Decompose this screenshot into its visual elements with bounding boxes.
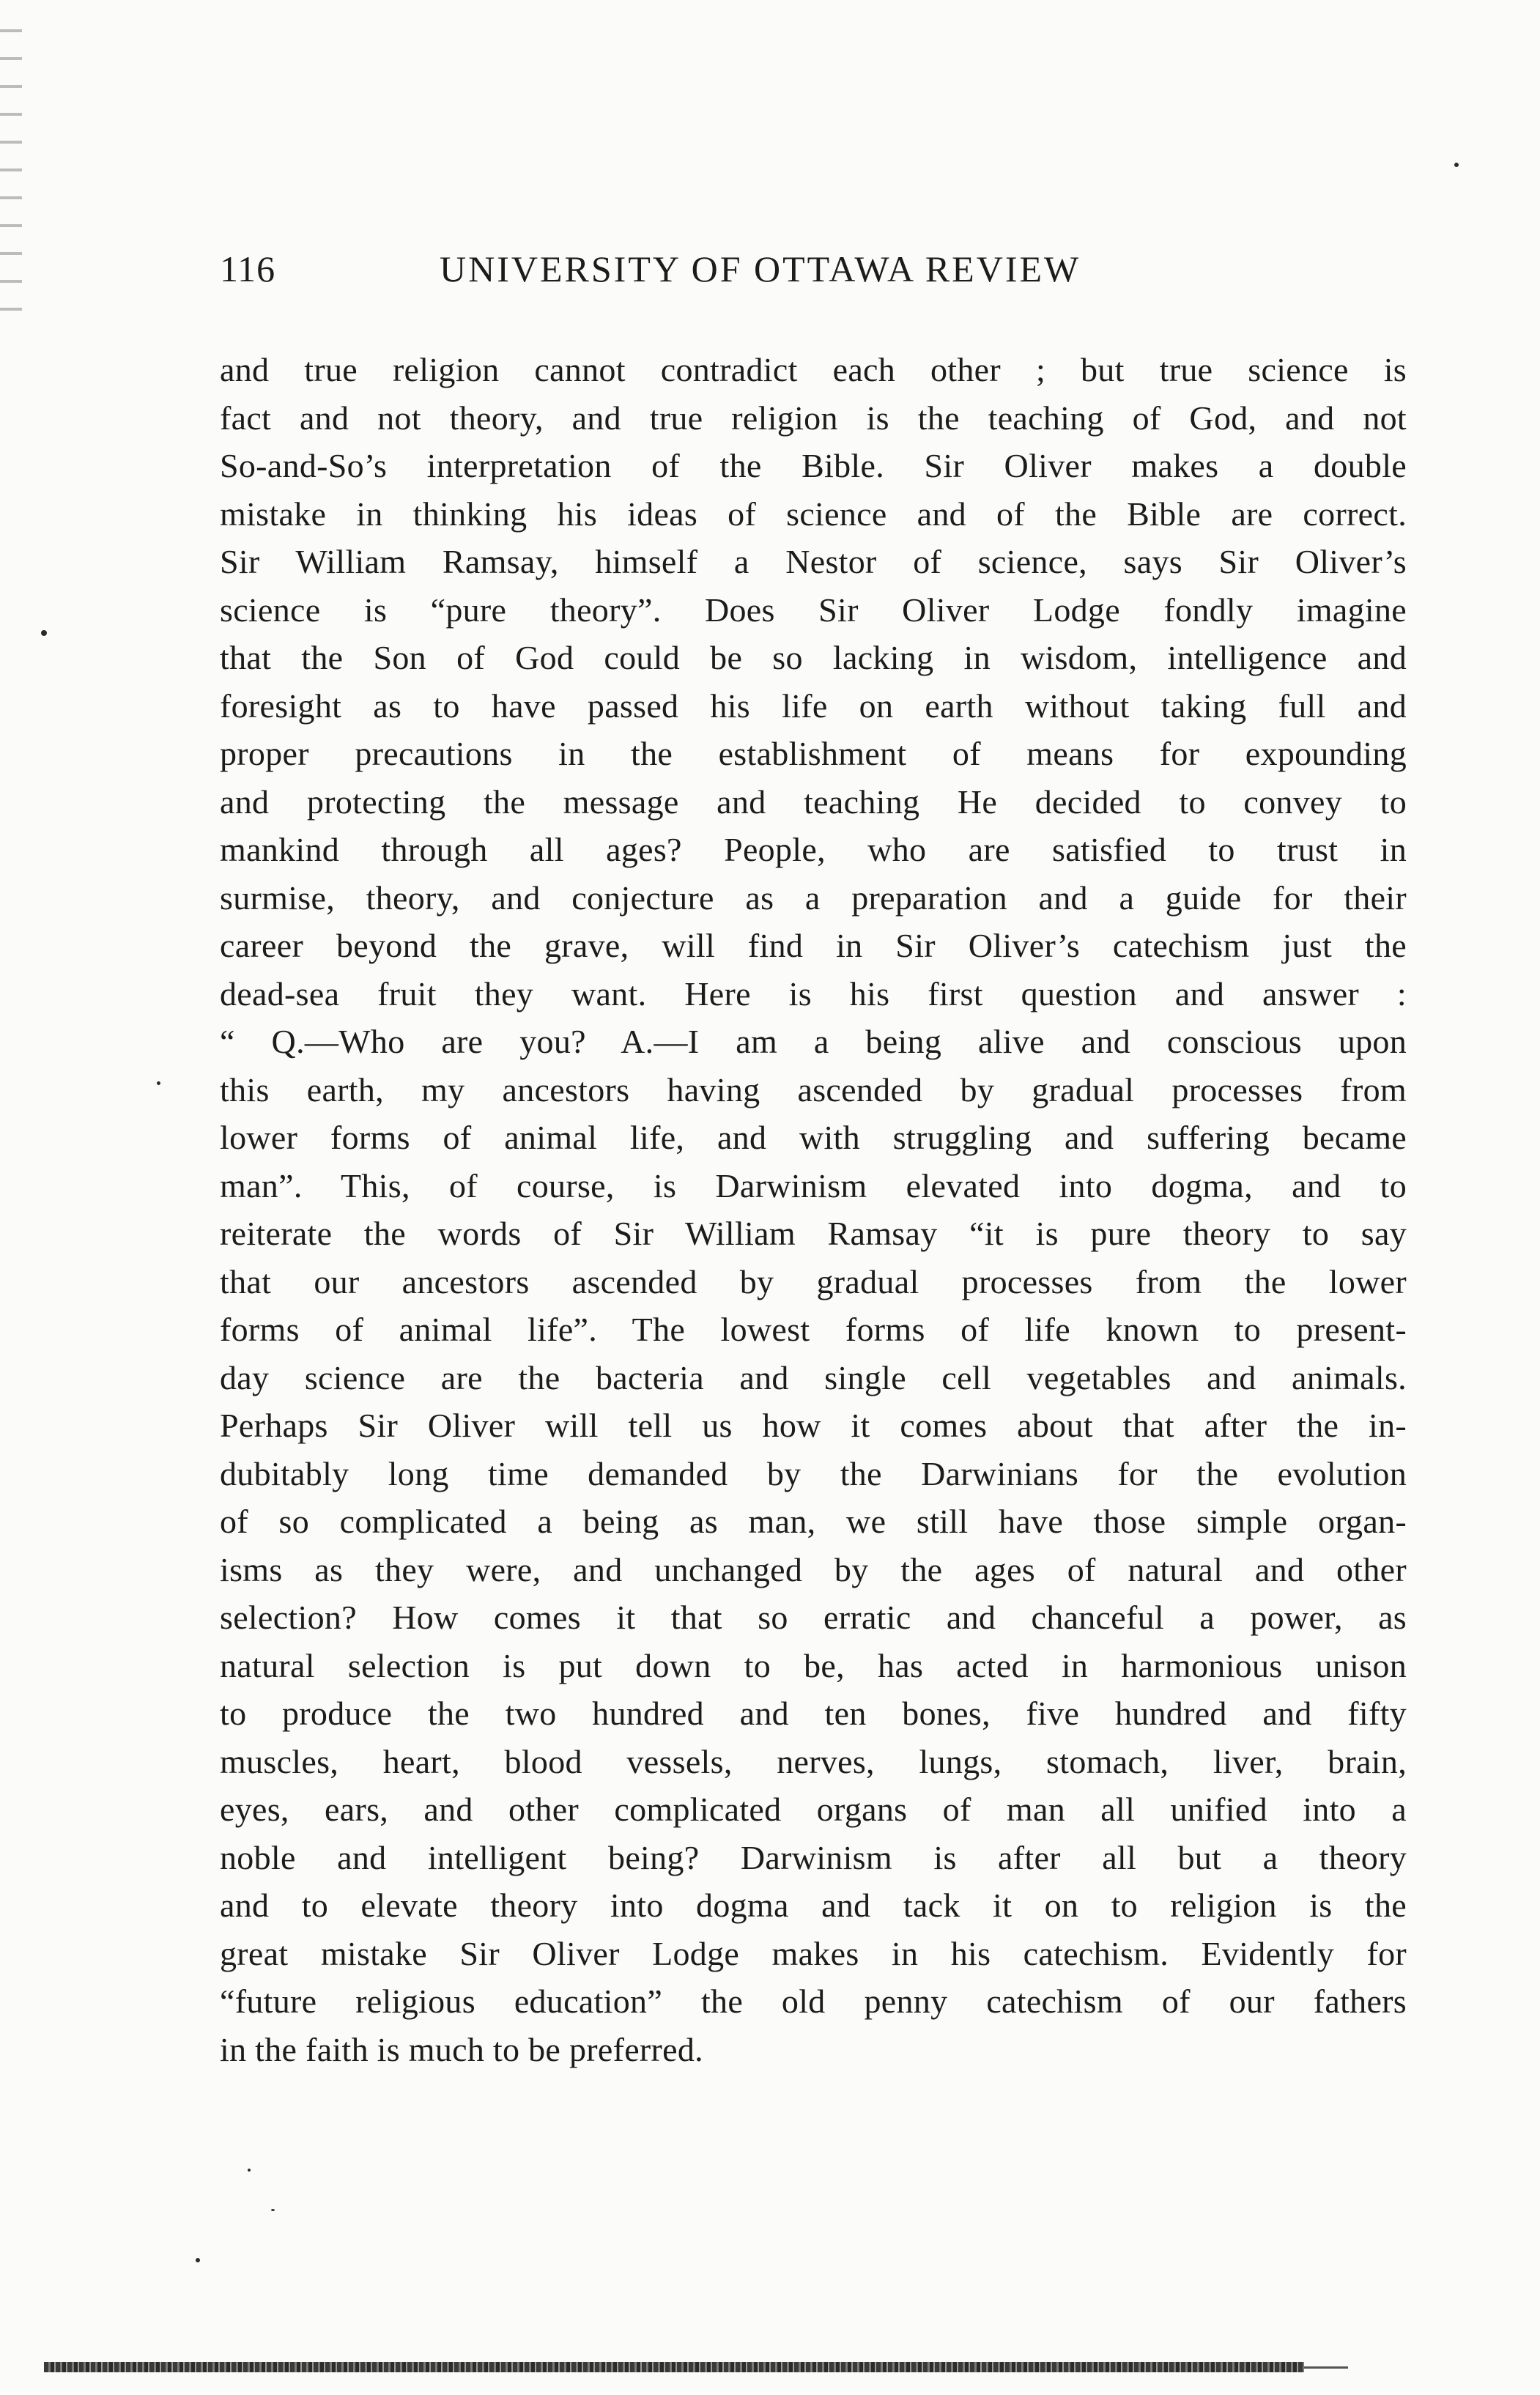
scan-speck [271,2209,275,2211]
text-line: man”. This, of course, is Darwinism elevated into dogma, and to [220,1166,1407,1204]
text-line: great mistake Sir Oliver Lodge makes in his catechism. Evidently for [220,1934,1407,1972]
scan-speck [248,2169,251,2172]
text-line-final: in the faith is much to be preferred. [220,2030,703,2068]
scan-border-band [44,2362,1304,2372]
text-line: and true religion cannot contradict each other ; but true science is [220,351,1407,388]
text-line: dead-sea fruit they want. Here is his first question and answer : [220,974,1407,1013]
text-line: of so complicated a being as man, we still have those simple organ- [220,1503,1407,1540]
text-line: noble and intelligent being? Darwinism is after all but a theory [220,1838,1407,1876]
text-line: to produce the two hundred and ten bones, five hundred and fifty [220,1695,1407,1732]
text-line: “future religious education” the old penny catechism of our fathers [220,1983,1407,2020]
text-line: that our ancestors ascended by gradual processes from the lower [220,1262,1407,1300]
text-line: Sir William Ramsay, himself a Nestor of science, says Sir Oliver’s [220,543,1407,580]
text-line: isms as they were, and unchanged by the ages of natural and other [220,1550,1407,1588]
text-line: Perhaps Sir Oliver will tell us how it comes about that after the in- [220,1407,1407,1444]
body-text [220,346,1407,2073]
page-edge-marks [0,29,22,322]
text-line: mankind through all ages? People, who are satisfied to trust in [220,831,1407,868]
text-line: career beyond the grave, will find in Sir Oliver’s catechism just the [220,927,1407,964]
text-line: natural selection is put down to be, has acted in harmonious unison [220,1646,1407,1684]
text-line: foresight as to have passed his life on earth without taking full and [220,686,1407,725]
text-line: fact and not theory, and true religion is the teaching of God, and not [220,399,1407,437]
running-head [220,248,1392,299]
text-line: dubitably long time demanded by the Darwinians for the evolution [220,1454,1407,1492]
scan-speck [157,1081,160,1085]
text-line: and to elevate theory into dogma and tack it on to religion is the [220,1887,1407,1924]
text-line: mistake in thinking his ideas of science and of the Bible are correct. [220,495,1407,533]
text-line: surmise, theory, and conjecture as a preparation and a guide for their [220,878,1407,917]
text-line: selection? How comes it that so erratic and chanceful a power, as [220,1599,1407,1636]
journal-title: UNIVERSITY OF OTTAWA REVIEW [440,248,1081,289]
text-line: reiterate the words of Sir William Ramsay “it is pure theory to say [220,1215,1407,1252]
text-line: science is “pure theory”. Does Sir Oliver Lodge fondly imagine [220,591,1407,629]
text-line: that the Son of God could be so lacking in wisdom, intelligence and [220,639,1407,676]
text-line: forms of animal life”. The lowest forms of life known to present- [220,1311,1407,1348]
scan-speck [196,2258,200,2262]
text-line: So-and-So’s interpretation of the Bible. Sir Oliver makes a double [220,447,1407,484]
text-line: eyes, ears, and other complicated organs of man all unified into a [220,1791,1407,1828]
text-line: proper precautions in the establishment of means for expounding [220,735,1407,772]
scan-border-rule [1304,2366,1348,2369]
text-line: muscles, heart, blood vessels, nerves, lungs, stomach, liver, brain, [220,1742,1407,1780]
text-line: lower forms of animal life, and with struggling and suffering became [220,1119,1407,1156]
page-number: 116 [220,248,276,289]
text-line: “ Q.—Who are you? A.—I am a being alive and conscious upon [220,1023,1407,1060]
text-line: and protecting the message and teaching He decided to convey to [220,782,1407,821]
text-line: this earth, my ancestors having ascended by gradual processes from [220,1070,1407,1108]
scan-speck [1454,163,1459,167]
scan-speck [41,630,47,636]
text-line: day science are the bacteria and single cell vegetables and animals. [220,1358,1407,1396]
